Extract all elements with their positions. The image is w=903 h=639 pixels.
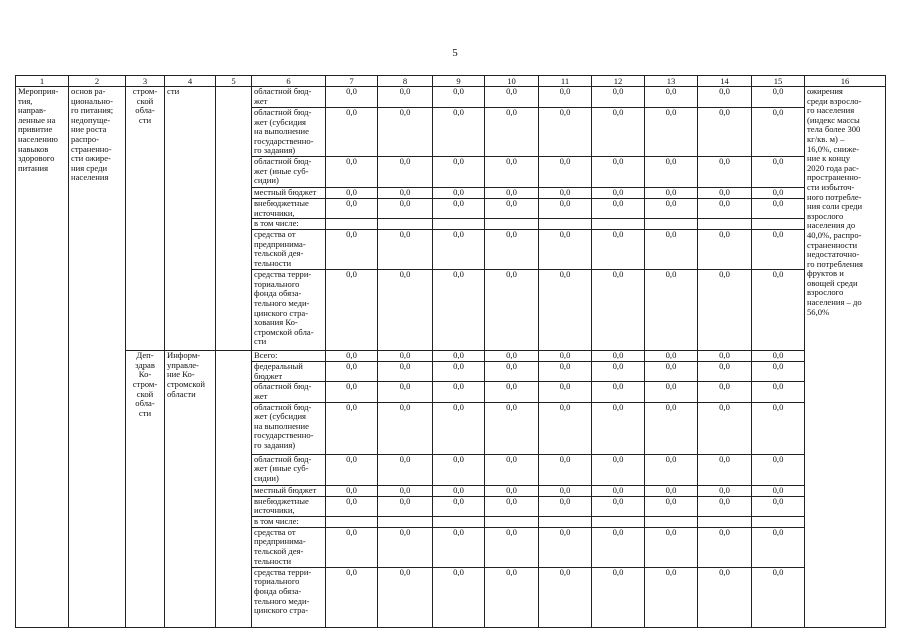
value-cell: 0,0	[326, 108, 378, 157]
value-cell: 0,0	[433, 156, 485, 187]
funding-source-label: средства терри- ториального фонда обяза- тельного меди- цинского стра-	[252, 567, 326, 627]
value-cell: 0,0	[539, 567, 592, 627]
column-header-8: 8	[378, 76, 433, 87]
value-cell: 0,0	[326, 87, 378, 108]
value-cell: 0,0	[433, 496, 485, 516]
column-header-10: 10	[485, 76, 539, 87]
value-cell: 0,0	[485, 382, 539, 402]
value-cell: 0,0	[645, 198, 698, 218]
value-cell: 0,0	[378, 108, 433, 157]
value-cell: 0,0	[485, 156, 539, 187]
value-cell: 0,0	[752, 527, 805, 567]
value-cell: 0,0	[433, 402, 485, 454]
value-cell: 0,0	[433, 351, 485, 362]
value-cell: 0,0	[592, 496, 645, 516]
value-cell: 0,0	[326, 496, 378, 516]
funding-source-label: в том числе:	[252, 219, 326, 230]
value-cell: 0,0	[378, 496, 433, 516]
value-cell: 0,0	[326, 382, 378, 402]
value-cell: 0,0	[698, 351, 752, 362]
coexecutor-cell: Информ- управле- ние Ко- стромской области	[165, 351, 216, 628]
value-cell: 0,0	[539, 362, 592, 382]
column-header-7: 7	[326, 76, 378, 87]
value-cell: 0,0	[433, 382, 485, 402]
value-cell: 0,0	[326, 485, 378, 496]
value-cell: 0,0	[485, 527, 539, 567]
value-cell: 0,0	[592, 362, 645, 382]
table-row	[16, 87, 886, 108]
value-cell: 0,0	[645, 485, 698, 496]
value-cell: 0,0	[592, 270, 645, 351]
value-cell: 0,0	[433, 454, 485, 485]
value-cell: 0,0	[378, 198, 433, 218]
value-cell: 0,0	[539, 454, 592, 485]
value-cell: 0,0	[592, 87, 645, 108]
value-cell	[378, 516, 433, 527]
funding-source-label: средства от предпринима- тельской дея- тельности	[252, 230, 326, 270]
value-cell: 0,0	[592, 351, 645, 362]
funding-source-label: средства терри- ториального фонда обяза- тельного меди- цинского стра- хования Ко- стромской обла- сти	[252, 270, 326, 351]
value-cell	[433, 516, 485, 527]
value-cell: 0,0	[752, 485, 805, 496]
value-cell: 0,0	[433, 527, 485, 567]
value-cell: 0,0	[752, 402, 805, 454]
column-header-2: 2	[69, 76, 126, 87]
funding-source-label: средства от предпринима- тельской дея- тельности	[252, 527, 326, 567]
value-cell: 0,0	[752, 362, 805, 382]
empty-col5-cell	[216, 87, 252, 351]
value-cell	[378, 219, 433, 230]
value-cell: 0,0	[752, 270, 805, 351]
value-cell: 0,0	[378, 351, 433, 362]
value-cell: 0,0	[326, 362, 378, 382]
value-cell	[326, 219, 378, 230]
value-cell: 0,0	[592, 108, 645, 157]
column-header-13: 13	[645, 76, 698, 87]
value-cell: 0,0	[698, 454, 752, 485]
value-cell	[645, 219, 698, 230]
value-cell	[645, 516, 698, 527]
value-cell: 0,0	[433, 198, 485, 218]
value-cell: 0,0	[698, 567, 752, 627]
value-cell	[539, 516, 592, 527]
value-cell: 0,0	[539, 402, 592, 454]
coexecutor-cell: сти	[165, 87, 216, 351]
value-cell: 0,0	[433, 187, 485, 198]
value-cell: 0,0	[698, 87, 752, 108]
column-header-11: 11	[539, 76, 592, 87]
value-cell: 0,0	[326, 567, 378, 627]
column-header-14: 14	[698, 76, 752, 87]
value-cell: 0,0	[539, 108, 592, 157]
table-row	[16, 351, 886, 362]
value-cell: 0,0	[485, 198, 539, 218]
value-cell: 0,0	[378, 567, 433, 627]
value-cell: 0,0	[645, 187, 698, 198]
value-cell: 0,0	[485, 402, 539, 454]
column-header-12: 12	[592, 76, 645, 87]
funding-source-label: областной бюд- жет	[252, 87, 326, 108]
value-cell: 0,0	[433, 87, 485, 108]
funding-source-label: областной бюд- жет	[252, 382, 326, 402]
value-cell: 0,0	[485, 485, 539, 496]
value-cell: 0,0	[539, 351, 592, 362]
value-cell: 0,0	[698, 485, 752, 496]
value-cell: 0,0	[539, 527, 592, 567]
value-cell: 0,0	[698, 198, 752, 218]
funding-source-label: внебюджетные источники,	[252, 198, 326, 218]
value-cell: 0,0	[645, 230, 698, 270]
value-cell: 0,0	[433, 270, 485, 351]
value-cell: 0,0	[592, 187, 645, 198]
value-cell: 0,0	[378, 454, 433, 485]
funding-source-label: в том числе:	[252, 516, 326, 527]
value-cell: 0,0	[752, 567, 805, 627]
value-cell: 0,0	[539, 382, 592, 402]
funding-source-label: Всего:	[252, 351, 326, 362]
value-cell: 0,0	[539, 187, 592, 198]
value-cell: 0,0	[326, 402, 378, 454]
value-cell	[485, 516, 539, 527]
value-cell: 0,0	[326, 198, 378, 218]
value-cell: 0,0	[645, 496, 698, 516]
value-cell	[539, 219, 592, 230]
value-cell: 0,0	[592, 198, 645, 218]
column-header-9: 9	[433, 76, 485, 87]
value-cell: 0,0	[539, 496, 592, 516]
value-cell: 0,0	[698, 187, 752, 198]
value-cell: 0,0	[326, 351, 378, 362]
budget-table	[15, 75, 886, 628]
value-cell	[592, 219, 645, 230]
value-cell: 0,0	[645, 351, 698, 362]
value-cell: 0,0	[645, 362, 698, 382]
value-cell: 0,0	[485, 230, 539, 270]
value-cell: 0,0	[645, 87, 698, 108]
value-cell: 0,0	[592, 485, 645, 496]
value-cell: 0,0	[485, 454, 539, 485]
value-cell: 0,0	[592, 527, 645, 567]
value-cell: 0,0	[485, 187, 539, 198]
value-cell: 0,0	[539, 230, 592, 270]
value-cell: 0,0	[698, 496, 752, 516]
value-cell: 0,0	[698, 108, 752, 157]
value-cell: 0,0	[433, 230, 485, 270]
value-cell	[433, 219, 485, 230]
executor-cell: стром- ской обла- сти	[126, 87, 165, 351]
value-cell: 0,0	[592, 567, 645, 627]
value-cell: 0,0	[645, 382, 698, 402]
empty-col5-cell	[216, 351, 252, 628]
value-cell: 0,0	[698, 156, 752, 187]
value-cell: 0,0	[433, 567, 485, 627]
value-cell	[752, 219, 805, 230]
value-cell: 0,0	[752, 496, 805, 516]
value-cell: 0,0	[698, 270, 752, 351]
value-cell: 0,0	[485, 362, 539, 382]
value-cell: 0,0	[326, 230, 378, 270]
value-cell: 0,0	[592, 156, 645, 187]
value-cell: 0,0	[485, 108, 539, 157]
column-header-1: 1	[16, 76, 69, 87]
value-cell: 0,0	[485, 567, 539, 627]
funding-source-label: местный бюджет	[252, 187, 326, 198]
value-cell: 0,0	[645, 527, 698, 567]
value-cell: 0,0	[698, 382, 752, 402]
value-cell: 0,0	[752, 230, 805, 270]
value-cell: 0,0	[485, 496, 539, 516]
value-cell: 0,0	[752, 87, 805, 108]
value-cell: 0,0	[592, 382, 645, 402]
value-cell: 0,0	[326, 270, 378, 351]
value-cell: 0,0	[378, 382, 433, 402]
value-cell: 0,0	[539, 156, 592, 187]
value-cell: 0,0	[698, 230, 752, 270]
value-cell: 0,0	[326, 187, 378, 198]
column-header-15: 15	[752, 76, 805, 87]
value-cell	[698, 219, 752, 230]
executor-cell: Деп- здрав Ко- стром- ской обла- сти	[126, 351, 165, 628]
value-cell: 0,0	[485, 87, 539, 108]
value-cell	[592, 516, 645, 527]
value-cell: 0,0	[645, 402, 698, 454]
column-header-row	[16, 76, 886, 87]
value-cell: 0,0	[698, 362, 752, 382]
value-cell	[752, 516, 805, 527]
value-cell: 0,0	[752, 454, 805, 485]
value-cell: 0,0	[752, 156, 805, 187]
value-cell: 0,0	[752, 108, 805, 157]
value-cell: 0,0	[378, 527, 433, 567]
value-cell: 0,0	[645, 454, 698, 485]
value-cell: 0,0	[326, 454, 378, 485]
value-cell	[485, 219, 539, 230]
value-cell: 0,0	[539, 485, 592, 496]
column-header-3: 3	[126, 76, 165, 87]
value-cell: 0,0	[378, 402, 433, 454]
value-cell: 0,0	[539, 270, 592, 351]
value-cell: 0,0	[378, 187, 433, 198]
value-cell: 0,0	[698, 402, 752, 454]
value-cell: 0,0	[433, 108, 485, 157]
value-cell: 0,0	[645, 108, 698, 157]
value-cell: 0,0	[326, 156, 378, 187]
value-cell: 0,0	[433, 362, 485, 382]
funding-source-label: областной бюд- жет (иные суб- сидии)	[252, 156, 326, 187]
indicator-cell: ожирения среди взросло- го населения (индекс массы тела более 300 кг/кв. м) – 16,0%, сниже- ние к концу 2020 года рас- пространенно- сти избыточ- ного потребле- ния соли среди взрослого населения до 40,0%, распро- страненности недостаточно- го потребления фруктов и овощей среди взрослого населения – до 56,0%	[805, 87, 886, 628]
value-cell: 0,0	[433, 485, 485, 496]
value-cell: 0,0	[378, 485, 433, 496]
value-cell	[698, 516, 752, 527]
value-cell: 0,0	[326, 527, 378, 567]
event-name-cell: Мероприя- тия, направ- ленные на привитие населению навыков здорового питания	[16, 87, 69, 628]
value-cell: 0,0	[645, 156, 698, 187]
value-cell: 0,0	[378, 270, 433, 351]
funding-source-label: внебюджетные источники,	[252, 496, 326, 516]
value-cell: 0,0	[592, 402, 645, 454]
funding-source-label: федеральный бюджет	[252, 362, 326, 382]
page-number: 5	[452, 47, 458, 59]
value-cell: 0,0	[378, 156, 433, 187]
value-cell: 0,0	[592, 454, 645, 485]
value-cell: 0,0	[752, 198, 805, 218]
funding-source-label: областной бюд- жет (субсидия на выполнение государственно- го задания)	[252, 108, 326, 157]
column-header-4: 4	[165, 76, 216, 87]
funding-source-label: областной бюд- жет (иные суб- сидии)	[252, 454, 326, 485]
column-header-16: 16	[805, 76, 886, 87]
value-cell: 0,0	[378, 87, 433, 108]
value-cell: 0,0	[378, 362, 433, 382]
value-cell: 0,0	[539, 198, 592, 218]
funding-source-label: областной бюд- жет (субсидия на выполнение государственно- го задания)	[252, 402, 326, 454]
value-cell	[326, 516, 378, 527]
value-cell: 0,0	[485, 351, 539, 362]
value-cell: 0,0	[378, 230, 433, 270]
column-header-5: 5	[216, 76, 252, 87]
value-cell: 0,0	[592, 230, 645, 270]
funding-source-label: местный бюджет	[252, 485, 326, 496]
value-cell: 0,0	[752, 351, 805, 362]
value-cell: 0,0	[698, 527, 752, 567]
value-cell: 0,0	[485, 270, 539, 351]
value-cell: 0,0	[645, 270, 698, 351]
value-cell: 0,0	[752, 382, 805, 402]
event-goal-cell: основ ра- ционально- го питания; недопуще- ние роста распро- страненно- сти ожире- ния среди населения	[69, 87, 126, 628]
value-cell: 0,0	[539, 87, 592, 108]
column-header-6: 6	[252, 76, 326, 87]
value-cell: 0,0	[645, 567, 698, 627]
value-cell: 0,0	[752, 187, 805, 198]
